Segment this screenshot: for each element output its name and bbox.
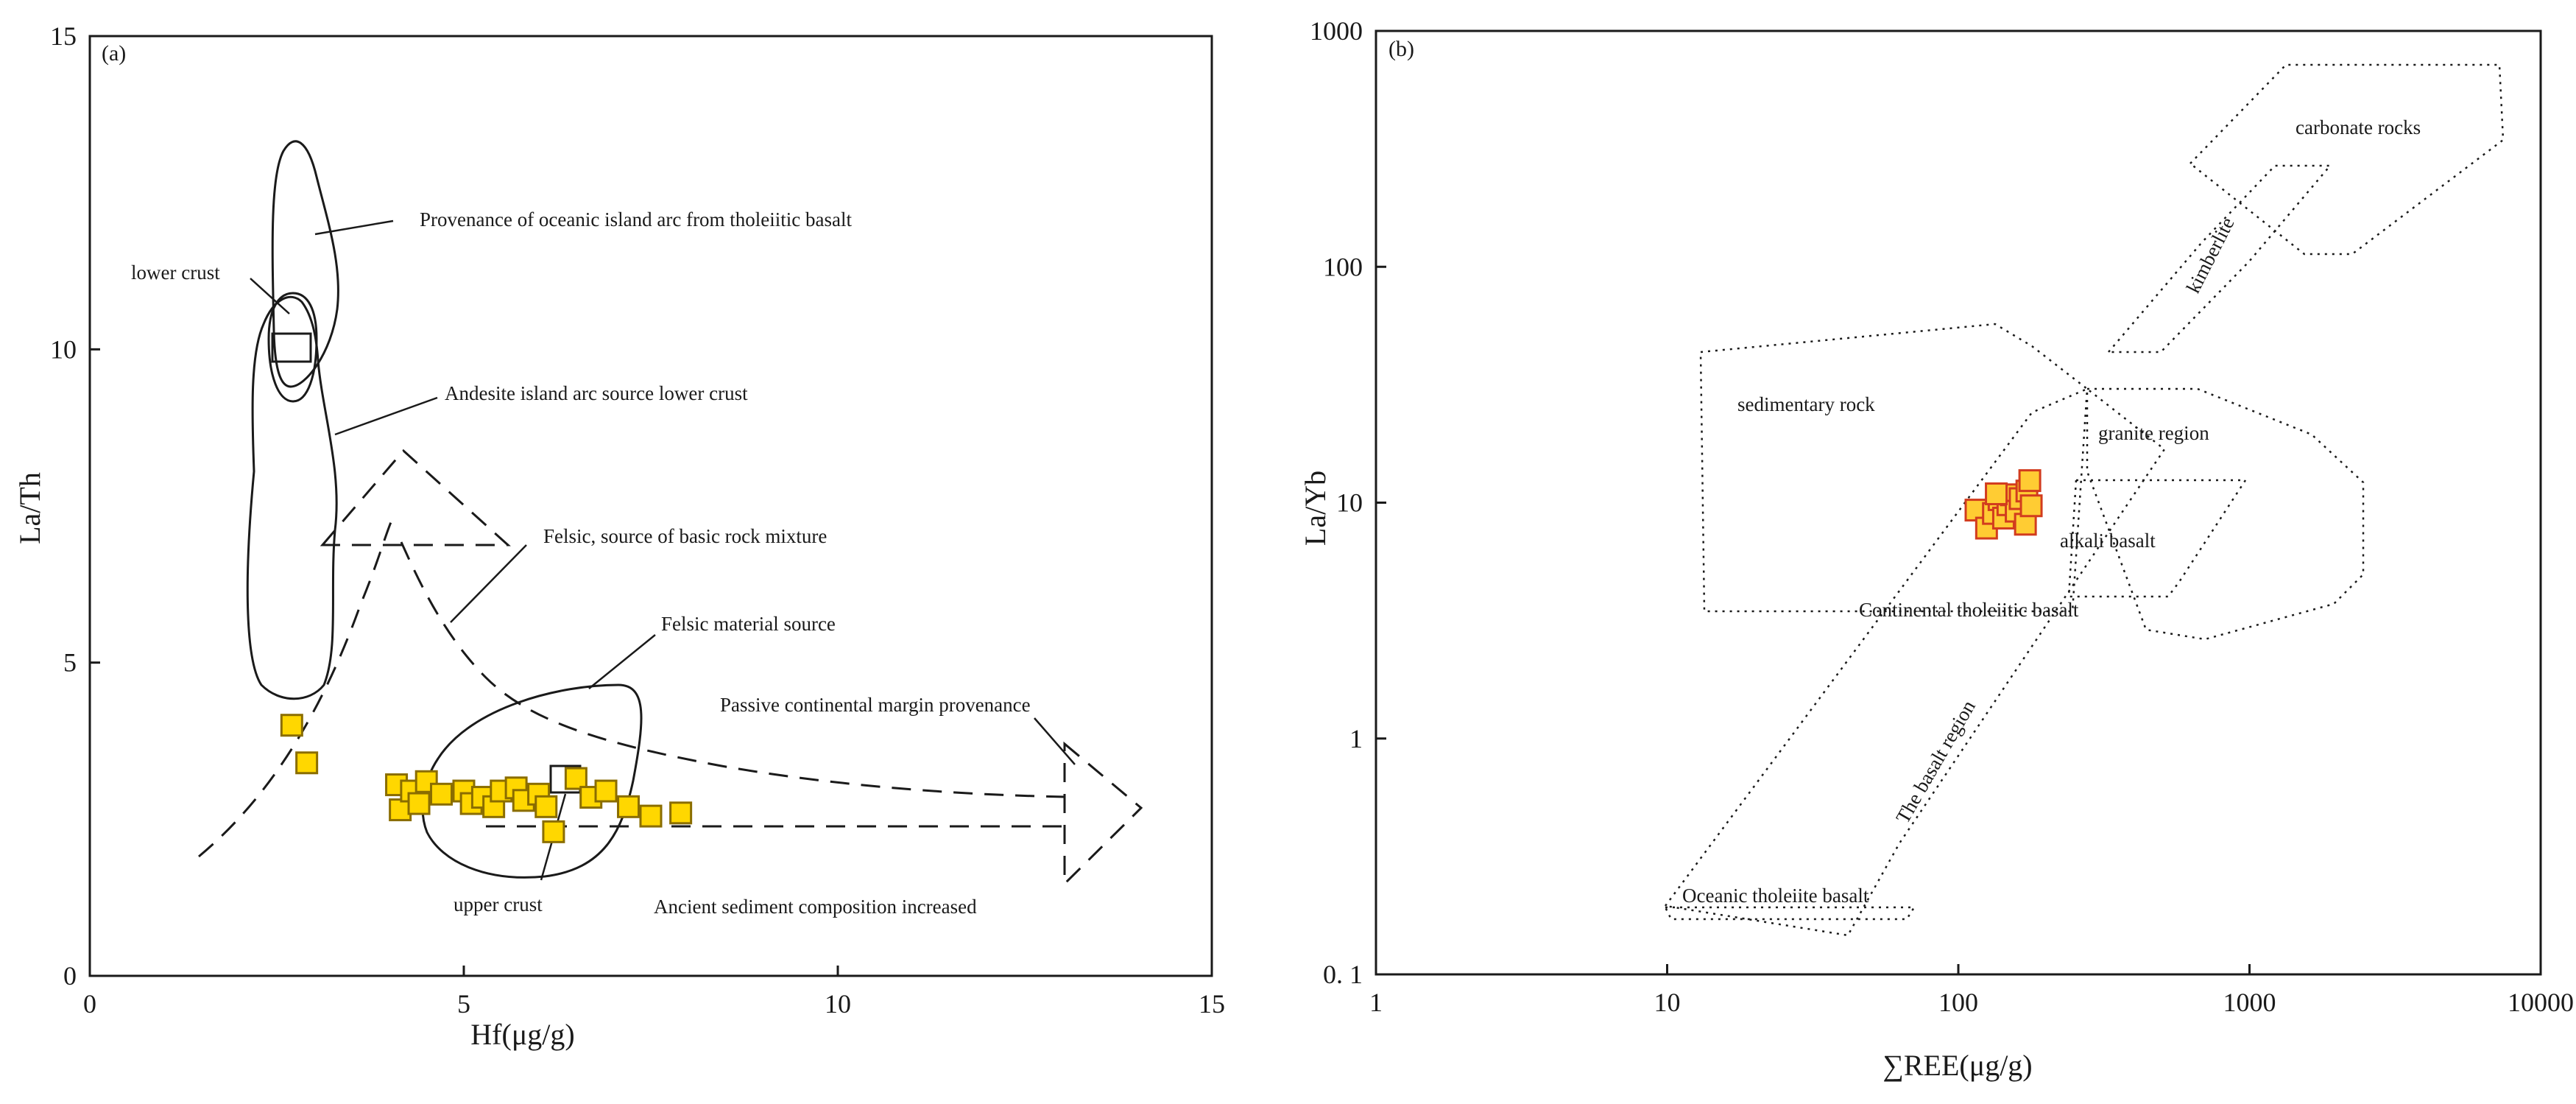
panel-label-b: (b) [1388, 37, 1414, 61]
data-point-a [536, 796, 557, 817]
x-tick-label-a: 15 [1199, 989, 1225, 1019]
sedimentary-rock-region [1701, 324, 2087, 611]
annotation-oceanic-tholeiite-basalt: Oceanic tholeiite basalt [1682, 885, 1869, 907]
annotation-basalt-region: The basalt region [1891, 696, 1980, 827]
y-tick-label-a: 15 [50, 21, 77, 51]
panel-a [13, 21, 1225, 1051]
y-tick-label-b: 1000 [1310, 16, 1363, 46]
data-point-a [409, 793, 429, 814]
annotation-carbonate-rocks: carbonate rocks [2296, 116, 2421, 138]
ticks-a [50, 21, 1225, 1019]
basalt-region [1665, 389, 2164, 935]
markers-a [281, 715, 691, 843]
annotation-felsic-material: Felsic material source [661, 613, 836, 635]
annotation-passive-margin: Passive continental margin provenance [720, 694, 1031, 716]
data-point-a [297, 753, 317, 773]
data-point-a [431, 784, 452, 804]
annotation-sedimentary-rock: sedimentary rock [1737, 393, 1875, 415]
y-tick-label-a: 10 [50, 334, 77, 365]
y-tick-label-b: 1 [1349, 723, 1363, 753]
x-tick-label-b: 1000 [2223, 988, 2276, 1017]
annotation-upper-crust: upper crust [454, 893, 543, 915]
x-tick-label-b: 100 [1938, 988, 1978, 1017]
lower-crust-oval [269, 293, 317, 401]
andesite-island-arc-field [247, 297, 336, 699]
y-tick-label-a: 0 [63, 961, 77, 991]
markers-b [1966, 471, 2042, 538]
panel-b [1299, 16, 2574, 1082]
passive-margin-arrowhead [1065, 744, 1141, 884]
annotation-granite-region: granite region [2098, 422, 2209, 444]
leader-felsic-material [589, 635, 655, 689]
plot-frame-b [1376, 31, 2541, 974]
annotation-alkali-basalt: alkali basalt [2060, 530, 2156, 552]
data-point-a [596, 781, 616, 801]
annotation-kimberlite: kimberlite [2181, 214, 2239, 297]
data-point-a [390, 800, 411, 820]
oceanic-tholeiite-region [1665, 907, 1914, 919]
y-tick-label-b: 0. 1 [1323, 960, 1363, 989]
data-point-b [1986, 484, 2007, 504]
annotations-b [1682, 116, 2421, 907]
y-tick-label-b: 100 [1323, 252, 1363, 282]
leader-lines-a [250, 221, 1075, 880]
data-point-a [671, 803, 691, 823]
x-tick-label-b: 1 [1369, 988, 1383, 1017]
lower-crust-box [272, 334, 311, 362]
data-point-a [281, 715, 302, 736]
annotation-felsic-mixture: Felsic, source of basic rock mixture [543, 525, 828, 547]
x-axis-title-a: Hf(μg/g) [470, 1018, 575, 1051]
x-tick-label-b: 10000 [2508, 988, 2574, 1017]
data-point-b [2019, 471, 2040, 491]
annotation-lower-crust: lower crust [131, 261, 220, 284]
x-tick-label-a: 5 [457, 989, 470, 1019]
annotation-ancient-sediment: Ancient sediment composition increased [654, 896, 977, 918]
data-point-b [2021, 496, 2042, 516]
x-tick-label-b: 10 [1654, 988, 1681, 1017]
annotation-continental-tholeiitic-basalt: Continental tholeiitic basalt [1859, 599, 2079, 621]
data-point-a [543, 821, 564, 842]
y-axis-title-a: La/Th [13, 472, 46, 544]
data-point-a [641, 806, 661, 826]
felsic-arrowhead [322, 451, 508, 545]
annotation-andesite-island-arc: Andesite island arc source lower crust [445, 382, 748, 404]
data-point-a [618, 796, 639, 817]
leader-andesite [335, 398, 437, 435]
x-tick-label-a: 0 [83, 989, 96, 1019]
annotation-oceanic-island-arc: Provenance of oceanic island arc from tholeiitic basalt [420, 208, 853, 231]
ticks-b [1310, 16, 2574, 1017]
oceanic-island-arc-field [272, 141, 338, 387]
plot-frame-a [90, 36, 1212, 976]
y-tick-label-b: 10 [1336, 488, 1363, 518]
x-axis-title-b: ∑REE(μg/g) [1882, 1049, 2033, 1082]
x-tick-label-a: 10 [825, 989, 851, 1019]
panel-label-a: (a) [102, 41, 127, 66]
annotations-a [131, 208, 1031, 918]
y-axis-title-b: La/Yb [1299, 470, 1332, 546]
data-point-a [565, 768, 586, 789]
leader-passive-margin [1034, 718, 1075, 764]
region-outlines-b [1665, 65, 2503, 935]
leader-oceanic [315, 221, 393, 234]
y-tick-label-a: 5 [63, 647, 77, 678]
leader-felsic-mixture [451, 545, 526, 622]
